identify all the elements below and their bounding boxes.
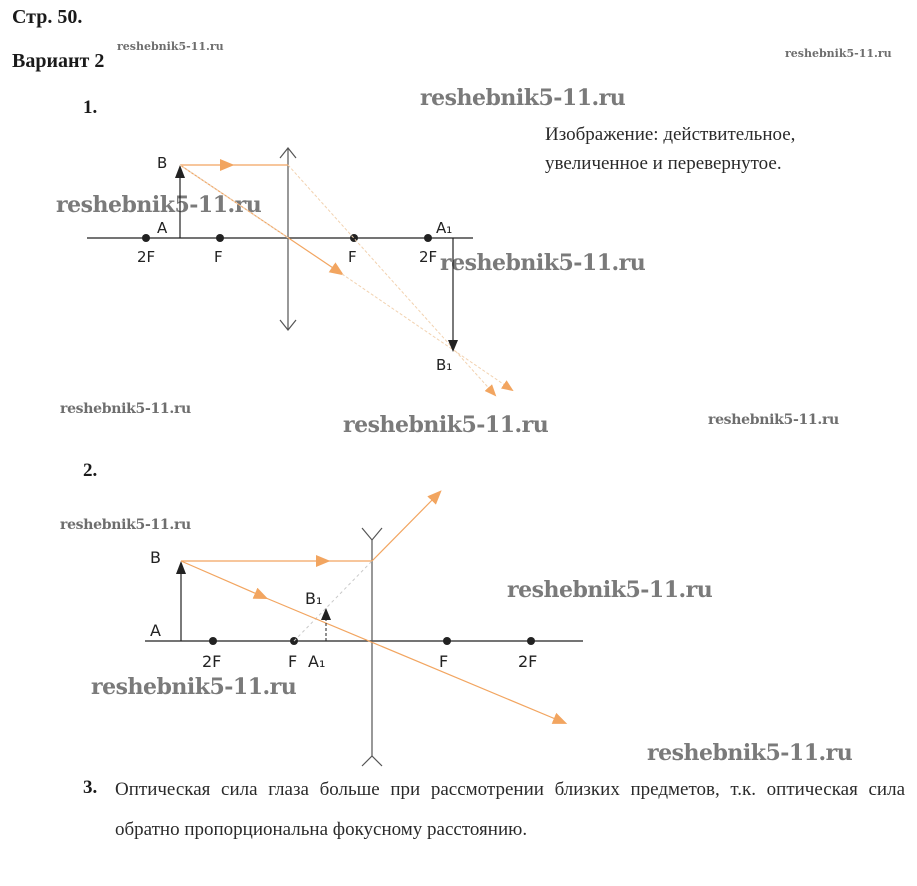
label-2f-right: 2F <box>419 248 438 266</box>
watermark: reshebnik5-11.ru <box>60 517 191 533</box>
label-b1-2: B₁ <box>305 589 323 608</box>
label-b: B <box>157 154 168 172</box>
label-b1: B₁ <box>436 356 453 374</box>
focus-2f-right <box>424 234 432 242</box>
ray-through-focus <box>288 165 495 395</box>
label-f-right: F <box>348 248 357 266</box>
variant-title: Вариант 2 <box>12 50 105 72</box>
ray-diverged <box>372 492 440 561</box>
label-2f-right-2: 2F <box>518 652 538 671</box>
task1-number: 1. <box>83 97 98 118</box>
task3-number: 3. <box>83 777 98 798</box>
focus-f-left <box>216 234 224 242</box>
watermark: reshebnik5-11.ru <box>647 740 853 766</box>
label-f-right-2: F <box>439 652 449 671</box>
watermark: reshebnik5-11.ru <box>60 401 191 417</box>
label-2f-left: 2F <box>137 248 156 266</box>
label-f-left: F <box>214 248 223 266</box>
task3-text <box>115 770 905 850</box>
page-number: Стр. 50. <box>12 6 83 28</box>
task2-number: 2. <box>83 460 98 481</box>
label-a1: A₁ <box>436 219 453 237</box>
diverging-lens <box>362 528 382 766</box>
image-arrowhead <box>448 340 458 352</box>
focus-f-right-2 <box>443 637 451 645</box>
watermark: reshebnik5-11.ru <box>117 40 224 53</box>
watermark: reshebnik5-11.ru <box>440 250 646 276</box>
focus-2f-right-2 <box>527 637 535 645</box>
label-a: A <box>157 219 168 237</box>
image-arrowhead-2 <box>321 608 331 620</box>
label-a1-2: A₁ <box>308 652 326 671</box>
watermark: reshebnik5-11.ru <box>785 47 892 60</box>
label-2f-left-2: 2F <box>202 652 222 671</box>
watermark: reshebnik5-11.ru <box>507 577 713 603</box>
watermark: reshebnik5-11.ru <box>420 85 626 111</box>
label-a-2: A <box>150 621 161 640</box>
watermark: reshebnik5-11.ru <box>343 412 549 438</box>
watermark: reshebnik5-11.ru <box>91 674 297 700</box>
task3-text-body: Оптическая сила глаза больше при рассмотрении близких предметов, т.к. оптическая сила обратно пропорциональна фокусному расстоянию. <box>115 779 905 840</box>
diagram-diverging-lens <box>145 492 583 766</box>
watermark: reshebnik5-11.ru <box>56 192 262 218</box>
focus-2f-left <box>142 234 150 242</box>
task1-answer-line1: Изображение: действительное, <box>545 124 796 145</box>
label-f-left-2: F <box>288 652 298 671</box>
converging-lens <box>280 148 296 330</box>
ray-through-center-2 <box>181 561 266 598</box>
focus-2f-left-2 <box>209 637 217 645</box>
task1-answer-line2: увеличенное и перевернутое. <box>545 153 782 174</box>
label-b-2: B <box>150 548 161 567</box>
diagram-converging-lens <box>87 148 512 395</box>
watermark: reshebnik5-11.ru <box>708 412 839 428</box>
